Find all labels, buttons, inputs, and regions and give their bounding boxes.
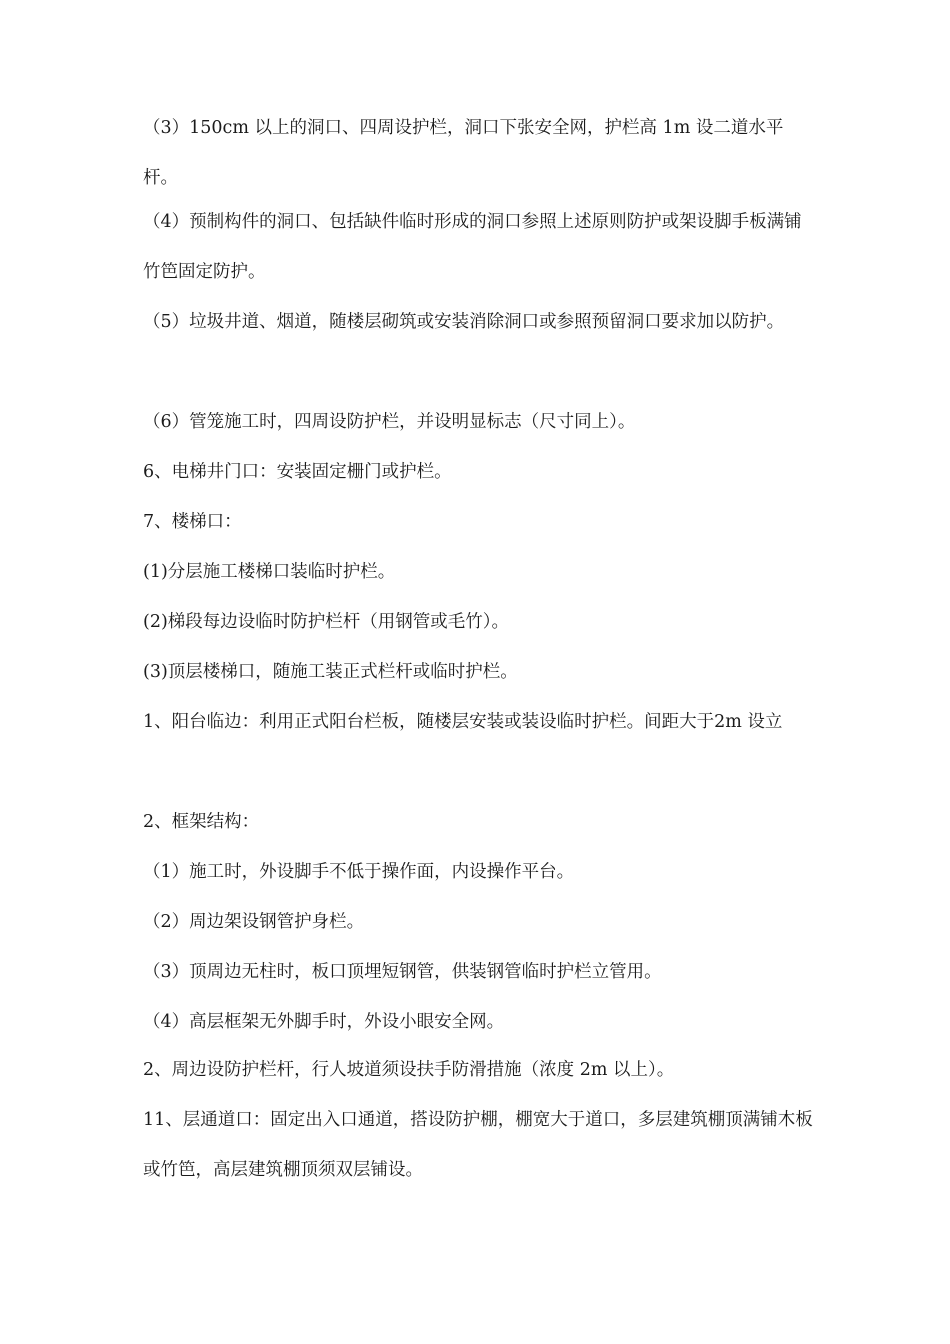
paragraph-frame-item-1: （1）施工时，外设脚手不低于操作面，内设操作平台。 — [143, 862, 575, 882]
paragraph-frame-item-2: （2）周边架设钢管护身栏。 — [143, 912, 365, 932]
paragraph-stair-item-2: (2)梯段每边设临时防护栏杆（用钢管或毛竹）。 — [143, 612, 510, 632]
paragraph-item-3-hole-over-150cm: （3）150cm 以上的洞口、四周设护栏，洞口下张安全网，护栏高 1m 设二道水平杆。 — [143, 118, 784, 188]
paragraph-stair-item-3: (3)顶层楼梯口，随施工装正式栏杆或临时护栏。 — [143, 662, 518, 682]
paragraph-item-5-garbage-shaft: （5）垃圾井道、烟道，随楼层砌筑或安装消除洞口或参照预留洞口要求加以防护。 — [143, 312, 785, 332]
paragraph-stairway-heading: 7、楼梯口： — [143, 512, 242, 532]
paragraph-frame-heading: 2、框架结构： — [143, 812, 260, 832]
paragraph-elevator-shaft: 6、电梯井门口：安装固定栅门或护栏。 — [143, 462, 452, 482]
paragraph-balcony-edge: 1、阳台临边：利用正式阳台栏板，随楼层安装或装设临时护栏。间距大于2m 设立 — [143, 712, 783, 732]
paragraph-ramp-guardrail: 2、周边设防护栏杆，行人坡道须设扶手防滑措施（浓度 2m 以上）。 — [143, 1060, 675, 1080]
paragraph-item-4-precast-holes: （4）预制构件的洞口、包括缺件临时形成的洞口参照上述原则防护或架设脚手板满铺竹笆固定防护。 — [143, 212, 802, 282]
paragraph-stair-item-1: (1)分层施工楼梯口装临时护栏。 — [143, 562, 396, 582]
paragraph-passage-entrance: 11、层通道口：固定出入口通道，搭设防护棚，棚宽大于道口，多层建筑棚顶满铺木板或竹笆，高层建筑棚顶须双层铺设。 — [143, 1110, 813, 1180]
paragraph-frame-item-3: （3）顶周边无柱时，板口顶埋短钢管，供装钢管临时护栏立管用。 — [143, 962, 662, 982]
paragraph-frame-item-4: （4）高层框架无外脚手时，外设小眼安全网。 — [143, 1012, 505, 1032]
paragraph-item-6-pipe-cage: （6）管笼施工时，四周设防护栏，并设明显标志（尺寸同上）。 — [143, 412, 636, 432]
